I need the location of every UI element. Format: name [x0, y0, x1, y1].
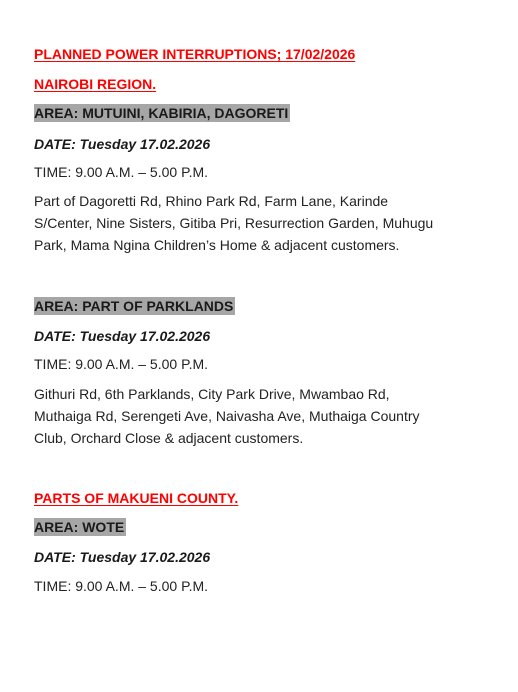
affected-areas-line: Club, Orchard Close & adjacent customers. — [34, 430, 304, 446]
time-line: TIME: 9.00 A.M. – 5.00 P.M. — [34, 578, 209, 594]
date-line: DATE: Tuesday 17.02.2026 — [34, 549, 211, 565]
county-heading: PARTS OF MAKUENI COUNTY. — [34, 490, 239, 506]
area-heading: AREA: MUTUINI, KABIRIA, DAGORETI — [34, 105, 289, 121]
affected-areas-line: S/Center, Nine Sisters, Gitiba Pri, Resurrection Garden, Muhugu — [34, 215, 434, 231]
area-heading: AREA: WOTE — [34, 519, 125, 535]
affected-areas-line: Muthaiga Rd, Serengeti Ave, Naivasha Ave, Muthaiga Country — [34, 408, 420, 424]
date-line: DATE: Tuesday 17.02.2026 — [34, 136, 211, 152]
time-line: TIME: 9.00 A.M. – 5.00 P.M. — [34, 164, 209, 180]
date-line: DATE: Tuesday 17.02.2026 — [34, 328, 211, 344]
area-heading: AREA: PART OF PARKLANDS — [34, 298, 234, 314]
document-title: PLANNED POWER INTERRUPTIONS; 17/02/2026 — [34, 46, 356, 62]
affected-areas-line: Park, Mama Ngina Children’s Home & adjacent customers. — [34, 237, 400, 253]
affected-areas-line: Part of Dagoretti Rd, Rhino Park Rd, Farm Lane, Karinde — [34, 193, 389, 209]
affected-areas-line: Githuri Rd, 6th Parklands, City Park Drive, Mwambao Rd, — [34, 386, 390, 402]
time-line: TIME: 9.00 A.M. – 5.00 P.M. — [34, 356, 209, 372]
region-heading: NAIROBI REGION. — [34, 76, 157, 92]
